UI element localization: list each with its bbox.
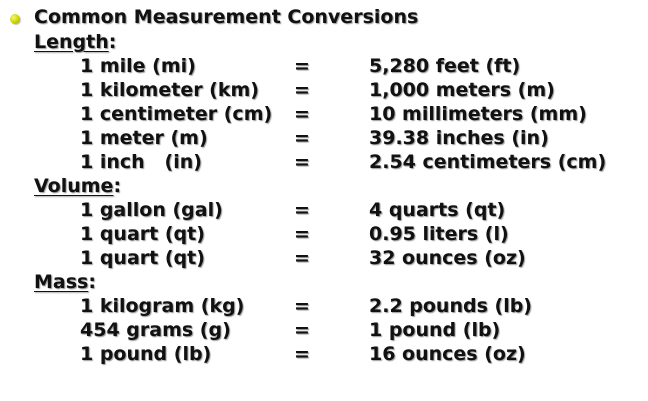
from-unit: 1 inch (in) (80, 151, 202, 173)
to-unit: 10 millimeters (mm) (369, 103, 587, 125)
equals-sign: = (294, 103, 310, 125)
from-unit: 1 gallon (gal) (80, 199, 223, 221)
section-mass-heading (34, 271, 96, 293)
from-unit: 1 meter (m) (80, 127, 208, 149)
to-unit: 4 quarts (qt) (369, 199, 506, 221)
equals-sign: = (294, 151, 310, 173)
equals-sign: = (294, 199, 310, 221)
conversion-row (0, 343, 648, 367)
to-unit: 0.95 liters (l) (369, 223, 509, 245)
conversion-row (0, 127, 648, 151)
section-suffix: : (108, 31, 117, 53)
conversion-row (0, 55, 648, 79)
to-unit: 2.2 pounds (lb) (369, 295, 532, 317)
equals-sign: = (294, 55, 310, 77)
from-unit: 1 mile (mi) (80, 55, 196, 77)
section-name: Length (34, 31, 109, 53)
to-unit: 16 ounces (oz) (369, 343, 526, 365)
conversion-row (0, 319, 648, 343)
section-length-heading (34, 31, 116, 53)
conversion-row (0, 79, 648, 103)
equals-sign: = (294, 343, 310, 365)
section-suffix: : (88, 271, 96, 293)
equals-sign: = (294, 247, 310, 269)
section-name: Volume (34, 175, 114, 197)
section-suffix: : (113, 175, 122, 197)
section-volume-heading (34, 175, 121, 197)
to-unit: 1 pound (lb) (369, 319, 501, 341)
equals-sign: = (294, 223, 310, 245)
to-unit: 32 ounces (oz) (369, 247, 526, 269)
conversion-row (0, 247, 648, 271)
from-unit: 1 kilometer (km) (80, 79, 259, 101)
conversion-row (0, 223, 648, 247)
from-unit: 1 quart (qt) (80, 223, 205, 245)
conversion-row (0, 103, 648, 127)
equals-sign: = (294, 79, 310, 101)
to-unit: 1,000 meters (m) (369, 79, 555, 101)
from-unit: 1 centimeter (cm) (80, 103, 273, 125)
from-unit: 454 grams (g) (80, 319, 231, 341)
to-unit: 2.54 centimeters (cm) (369, 151, 607, 173)
equals-sign: = (294, 319, 310, 341)
yellow-bullet-icon (10, 14, 20, 24)
section-name: Mass (34, 271, 89, 293)
from-unit: 1 kilogram (kg) (80, 295, 245, 317)
equals-sign: = (294, 295, 310, 317)
from-unit: 1 quart (qt) (80, 247, 205, 269)
slide-title: Common Measurement Conversions (34, 6, 419, 28)
conversion-row (0, 199, 648, 223)
conversion-row (0, 151, 648, 175)
from-unit: 1 pound (lb) (80, 343, 212, 365)
equals-sign: = (294, 127, 310, 149)
to-unit: 5,280 feet (ft) (369, 55, 521, 77)
conversion-row (0, 295, 648, 319)
to-unit: 39.38 inches (in) (369, 127, 549, 149)
